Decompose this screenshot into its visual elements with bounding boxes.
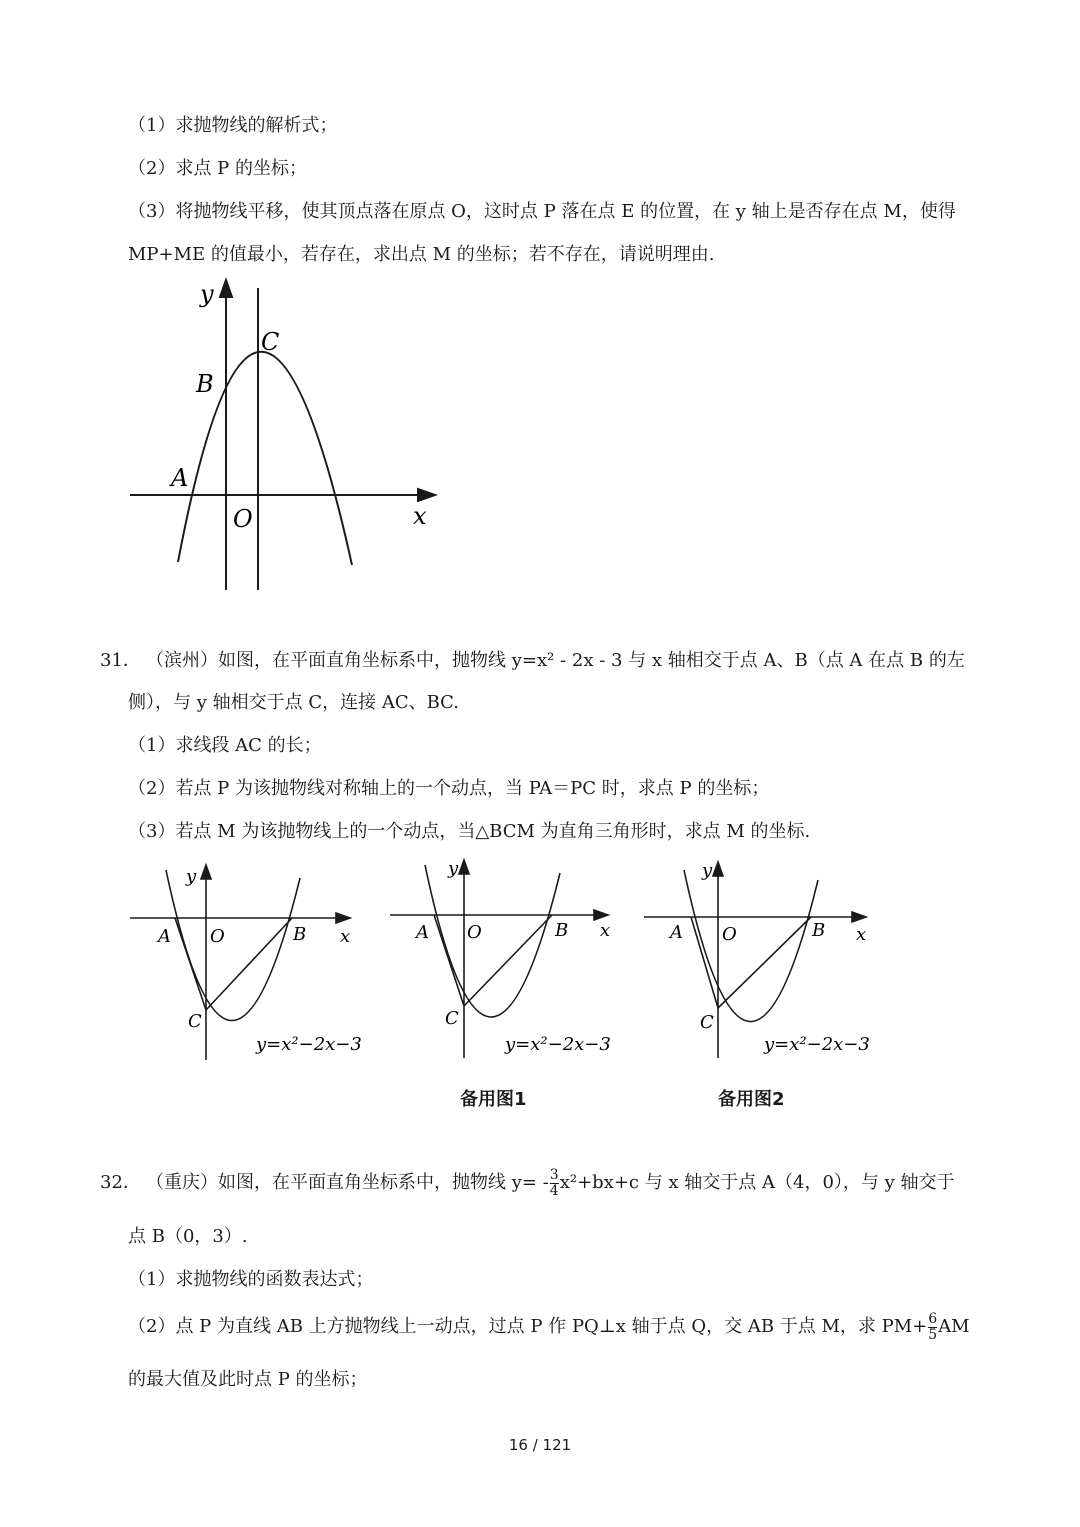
q31-fig2-label-x: x: [600, 920, 611, 941]
q31-fig1-y-arrow: [201, 865, 211, 879]
q31-fig3-segment-AC: [691, 917, 718, 1008]
q30-y-arrow: [220, 280, 232, 297]
q31-fig1-segment-BC: [206, 918, 292, 1010]
q31-fig3-segment-BC: [718, 917, 811, 1008]
q30-label-x: x: [413, 502, 427, 530]
q32-line2: 点 B（0，3）.: [128, 1226, 248, 1247]
q32-part1: （1）求抛物线的函数表达式；: [128, 1269, 374, 1290]
q31-part3: （3）若点 M 为该抛物线上的一个动点，当△BCM 为直角三角形时，求点 M 的坐标.: [128, 821, 811, 842]
q31-fig1-x-arrow: [336, 913, 350, 923]
q31-figure-spare-2: [644, 860, 870, 1058]
q31-fig2-label-O: O: [467, 922, 482, 943]
q31-line1: （滨州）如图，在平面直角坐标系中，抛物线 y=x² - 2x - 3 与 x 轴相交于点 A、B（点 A 在点 B 的左: [146, 650, 965, 671]
q30-parabola: [178, 352, 352, 565]
q32-part2-line2: 的最大值及此时点 P 的坐标；: [128, 1369, 368, 1390]
q30-label-y: y: [200, 280, 214, 308]
q30-part3-line2: MP+ME 的值最小，若存在，求出点 M 的坐标；若不存在，请说明理由.: [128, 244, 715, 265]
q32-part2-post: AM: [938, 1316, 970, 1337]
q31-fig1-label-C: C: [188, 1011, 202, 1032]
q32-fraction-6-5: [928, 1312, 937, 1343]
q31-fig1-label-y: y: [186, 866, 197, 887]
q31-fig2-label-B: B: [555, 920, 569, 941]
q32-frac1-num: 3: [549, 1166, 559, 1183]
q31-fig3-label-A: A: [670, 922, 683, 943]
q30-label-O: O: [233, 505, 253, 533]
q31-figure-spare-1: [390, 858, 611, 1058]
q30-label-A: A: [171, 464, 189, 492]
q31-fig2-segment-BC: [464, 915, 552, 1006]
q31-fig2-y-arrow: [459, 860, 469, 874]
q31-fig3-label-C: C: [700, 1012, 714, 1033]
q32-frac2-den: 5: [928, 1326, 938, 1343]
q32-line1: [146, 1163, 955, 1203]
q31-fig2-label-y: y: [448, 858, 459, 879]
q31-fig3-x-arrow: [852, 912, 866, 922]
q31-number: 31．: [100, 650, 141, 671]
q31-fig2-label-C: C: [445, 1008, 459, 1029]
q31-figure-main: [130, 865, 362, 1060]
q31-fig3-parabola: [684, 870, 818, 1022]
q31-fig1-label-B: B: [293, 924, 307, 945]
q31-fig3-label-B: B: [812, 920, 826, 941]
q31-fig1-label-A: A: [158, 926, 171, 947]
q31-line2: 侧），与 y 轴相交于点 C，连接 AC、BC.: [128, 692, 460, 713]
q31-fig2-label-A: A: [416, 922, 429, 943]
q31-fig3-label-y: y: [702, 860, 713, 881]
q30-part1: （1）求抛物线的解析式；: [128, 115, 338, 136]
q31-fig1-label-x: x: [340, 926, 351, 947]
q32-line1-pre: （重庆）如图，在平面直角坐标系中，抛物线 y= -: [146, 1172, 549, 1193]
q32-frac2-num: 6: [928, 1310, 938, 1327]
q31-fig2-segment-AC: [434, 915, 464, 1006]
q31-fig3-label-x: x: [856, 924, 867, 945]
q30-label-B: B: [196, 370, 214, 398]
q31-fig3-y-arrow: [713, 862, 723, 876]
q32-part2: [128, 1307, 970, 1347]
q31-fig3-equation: y=x²−2x−3: [764, 1034, 870, 1055]
q31-part2: （2）若点 P 为该抛物线对称轴上的一个动点，当 PA＝PC 时，求点 P 的坐标；: [128, 778, 770, 799]
q32-number: 32．: [100, 1172, 141, 1193]
q32-fraction-3-4: [550, 1168, 559, 1199]
q30-label-C: C: [261, 328, 280, 356]
q31-fig2-parabola: [425, 865, 560, 1017]
q32-part2-pre: （2）点 P 为直线 AB 上方抛物线上一动点，过点 P 作 PQ⊥x 轴于点 Q，交 AB 于点 M，求 PM+: [128, 1316, 928, 1337]
q31-part1: （1）求线段 AC 的长；: [128, 735, 322, 756]
q31-fig2-x-arrow: [594, 910, 608, 920]
q31-caption-spare-1: 备用图1: [460, 1089, 527, 1110]
q31-fig1-equation: y=x²−2x−3: [256, 1034, 362, 1055]
q32-line1-post: x²+bx+c 与 x 轴交于点 A（4，0），与 y 轴交于: [559, 1172, 955, 1193]
q31-fig2-equation: y=x²−2x−3: [505, 1034, 611, 1055]
q31-caption-spare-2: 备用图2: [718, 1089, 785, 1110]
q30-part3-line1: （3）将抛物线平移，使其顶点落在原点 O，这时点 P 落在点 E 的位置，在 y 轴上是否存在点 M，使得: [128, 201, 956, 222]
page-number: 16 / 121: [508, 1436, 572, 1454]
q30-x-arrow: [418, 489, 435, 501]
q31-fig1-label-O: O: [210, 926, 225, 947]
q31-fig1-segment-AC: [175, 918, 206, 1010]
q31-fig1-parabola: [166, 870, 300, 1021]
q32-frac1-den: 4: [549, 1182, 559, 1199]
q31-fig3-label-O: O: [722, 924, 737, 945]
q30-part2: （2）求点 P 的坐标；: [128, 158, 308, 179]
